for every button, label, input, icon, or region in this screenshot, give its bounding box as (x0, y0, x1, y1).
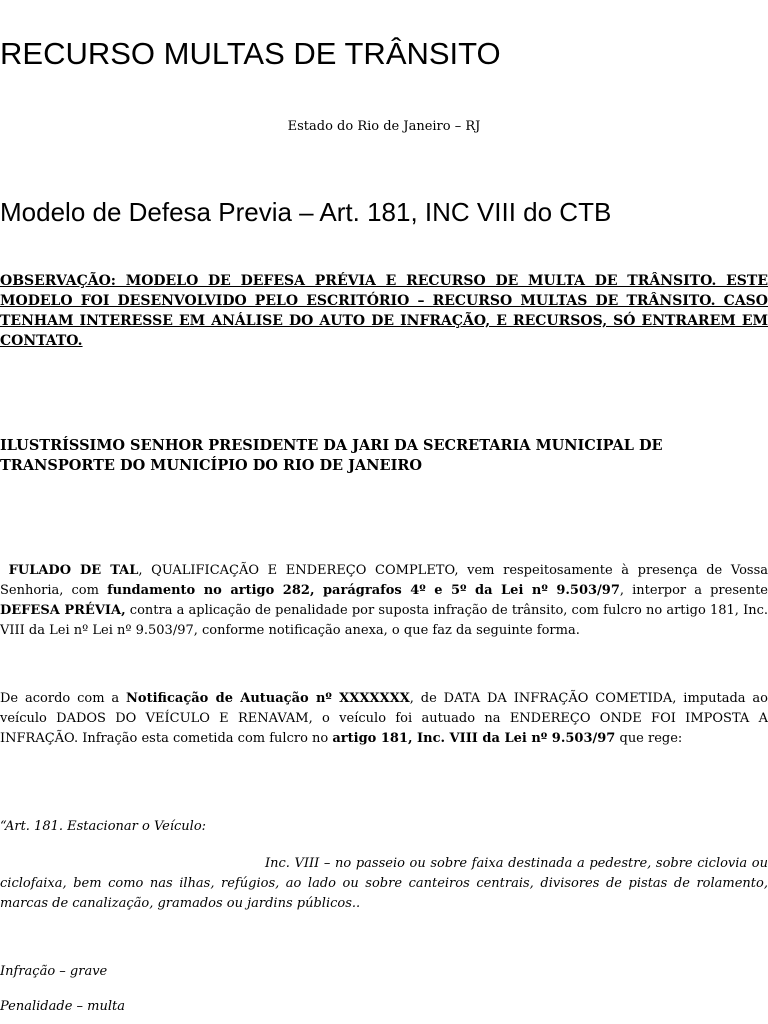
document-subtitle: Estado do Rio de Janeiro – RJ (287, 119, 481, 134)
intro-text-1: , QUALIFICAÇÃO E ENDEREÇO COMPLETO, vem respeitosamente à presença de Vossa Senhoria, com (0, 563, 768, 598)
intro-text-3: contra a aplicação de penalidade por suposta infração de trânsito, com fulcro no artigo 181, Inc. VIII da Lei nº Lei nº 9.503/97, conforme notificação anexa, o que faz da seguinte forma. (0, 603, 768, 638)
defense-type: DEFESA PRÉVIA, (0, 603, 126, 618)
addressee (0, 436, 768, 476)
facts-text-1: De acordo com a (0, 691, 127, 706)
facts-text-2: , de DATA DA INFRAÇÃO COMETIDA, imputada ao veículo DADOS DO VEÍCULO E RENAVAM, o veículo foi autuado na ENDEREÇO ONDE FOI IMPOSTA A INFRAÇÃO. Infração esta cometida com fulcro no (0, 691, 768, 746)
article-reference: artigo 181, Inc. VIII da Lei nº 9.503/97 (332, 731, 616, 746)
article-citation: “Art. 181. Estacionar o Veículo: (0, 819, 207, 834)
document-title: RECURSO MULTAS DE TRÂNSITO (0, 36, 501, 71)
infraction-severity: Infração – grave (0, 964, 108, 979)
claimant-name: FULADO DE TAL (8, 563, 139, 578)
facts-text-3: que rege: (615, 731, 683, 746)
intro-text-2: , interpor a presente (619, 583, 768, 598)
addressee-line-2: TRANSPORTE DO MUNICÍPIO DO RIO DE JANEIRO (0, 457, 423, 474)
facts-paragraph (0, 689, 768, 749)
observation-note: OBSERVAÇÃO: MODELO DE DEFESA PRÉVIA E RECURSO DE MULTA DE TRÂNSITO. ESTE MODELO FOI DESENVOLVIDO PELO ESCRITÓRIO – RECURSO MULTAS DE TRÂNSITO. CASO TENHAM INTERESSE EM ANÁLISE DO AUTO DE INFRAÇÃO, E RECURSOS, SÓ ENTRAREM EM CONTATO. (0, 273, 768, 349)
addressee-line-1: ILUSTRÍSSIMO SENHOR PRESIDENTE DA JARI DA SECRETARIA MUNICIPAL DE (0, 437, 663, 454)
section-heading: Modelo de Defesa Previa – Art. 181, INC VIII do CTB (0, 197, 612, 227)
intro-paragraph (0, 561, 768, 641)
article-inciso: Inc. VIII – no passeio ou sobre faixa destinada a pedestre, sobre ciclovia ou ciclofaixa, bem como nas ilhas, refúgios, ao lado ou sobre canteiros centrais, divisores de pistas de rolamento, marcas de canalização, gramados ou jardins públicos.. (0, 856, 768, 911)
legal-basis: fundamento no artigo 282, parágrafos 4º e 5º da Lei nº 9.503/97 (107, 583, 620, 598)
penalty-type: Penalidade – multa (0, 999, 125, 1014)
notification-number: Notificação de Autuação nº XXXXXXX (126, 691, 410, 706)
